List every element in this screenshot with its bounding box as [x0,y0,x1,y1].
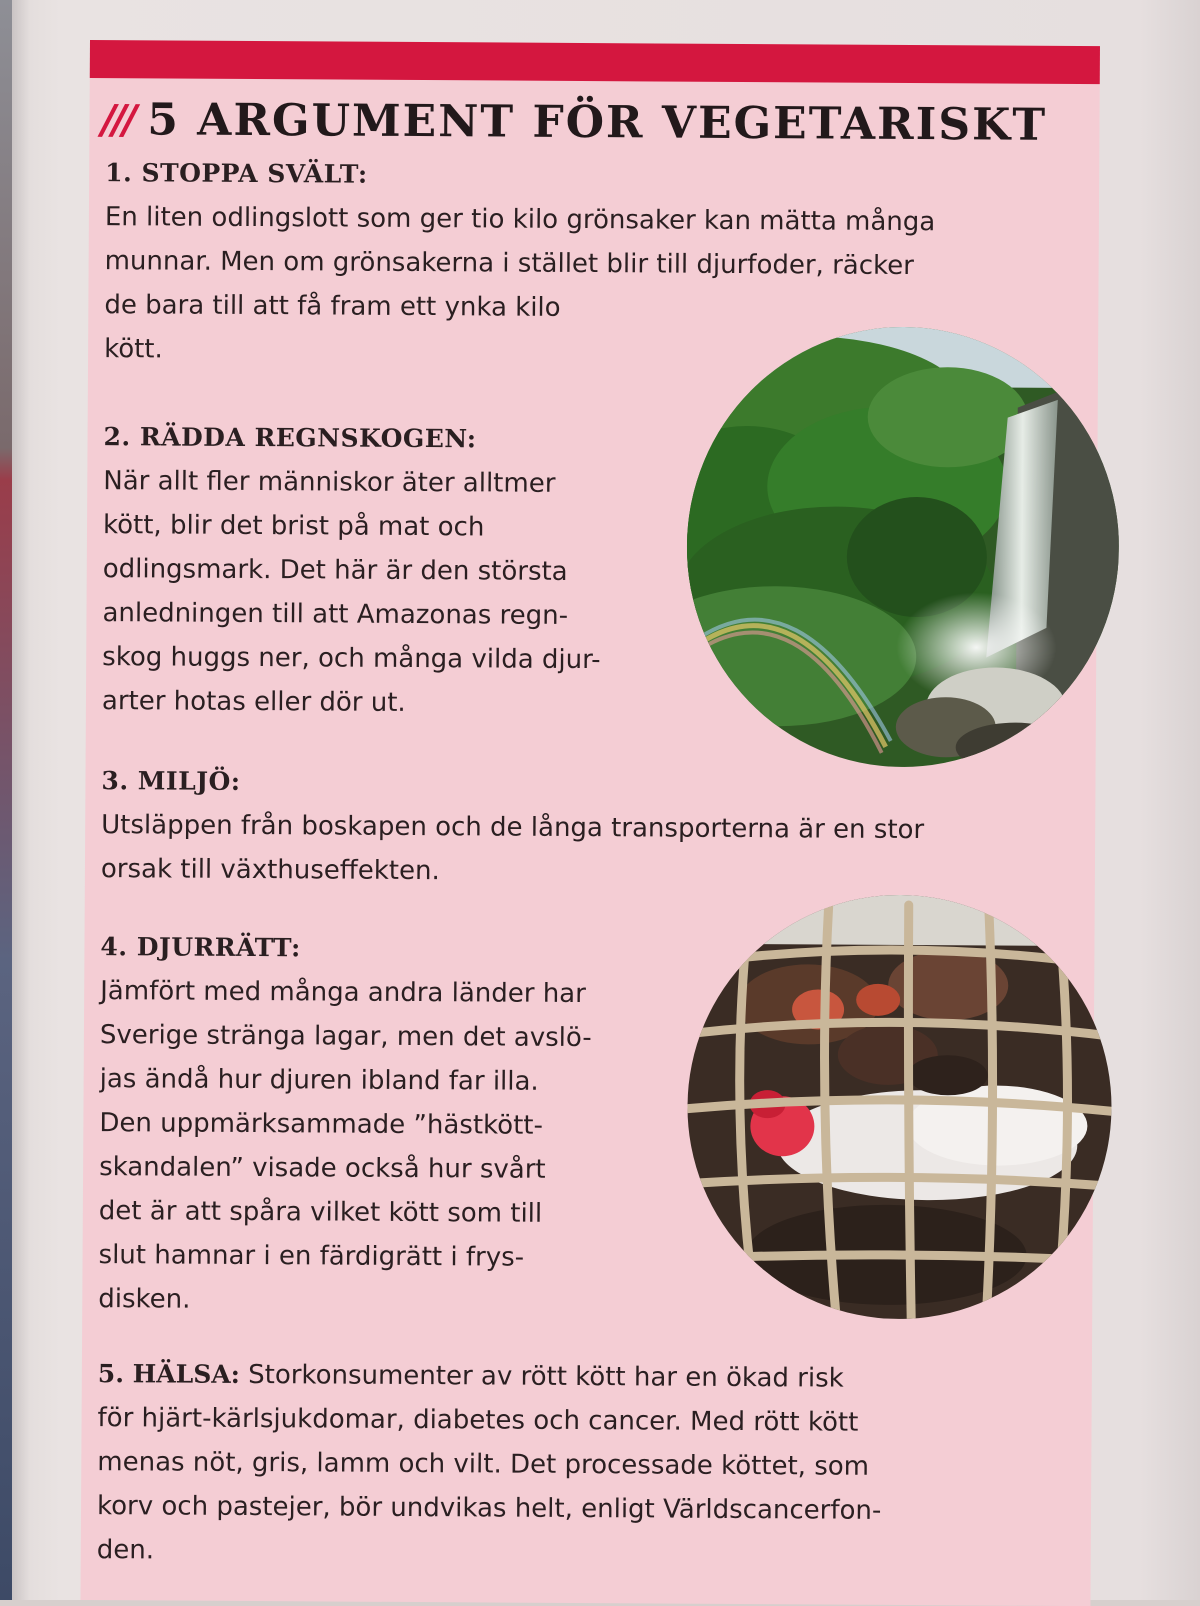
section-text: Jämfört med många andra länder har Sverige stränga lagar, men det avslö- jas ändå hur djuren ibland far illa. Den uppmärksammade ”hästkött- skandalen” visade också hur svårt det är att spåra vilket kött som till slut hamnar i en färdigrätt i frys- disken. [98,976,592,1315]
section-radda-regnskogen [102,422,684,727]
info-box [80,40,1100,1606]
section-title: 5. HÄLSA: [97,1359,241,1389]
slashes-decoration: /// [101,96,134,143]
section-djurratt [98,932,680,1325]
section-text: När allt fler människor äter alltmer kött, blir det brist på mat och odlingsmark. Det här är den största anledningen till att Amazonas regn- skog huggs ner, och många vilda djur- arter hotas eller dör ut. [101,466,601,718]
caged-chickens-photo [686,894,1113,1321]
section-title: 3. MILJÖ: [101,766,241,796]
section-halsa [97,1352,1078,1578]
accent-bar [90,40,1100,84]
section-text: En liten odlingslott som ger tio kilo grönsaker kan mätta många munnar. Men om grönsakerna i stället blir till djurfoder, räcker de bara till att få fram ett ynka kilo kött. [104,202,936,365]
page-title: 5 ARGUMENT FÖR VEGETARISKT [147,94,1048,151]
heading [101,94,1091,160]
rainforest-waterfall-photo [686,326,1121,769]
section-title: 4. DJURRÄTT: [100,932,301,963]
section-title: 1. STOPPA SVÄLT: [105,158,368,189]
section-text: 5. HÄLSA: Storkonsumenter av rött kött har en ökad risk för hjärt-kärlsjukdomar, diabetes och cancer. Med rött kött menas nöt, gris, lamm och vilt. Det processade köttet, som korv och pastejer, bör undvikas helt, enligt Världscancerfon- den. [96,1359,882,1566]
section-title: 2. RÄDDA REGNSKOGEN: [103,422,477,454]
page-spine-edge [0,0,12,1600]
section-miljo [101,766,1082,897]
section-text: Utsläppen från boskapen och de långa transporterna är en stor orsak till växthuseffekten. [100,810,925,887]
